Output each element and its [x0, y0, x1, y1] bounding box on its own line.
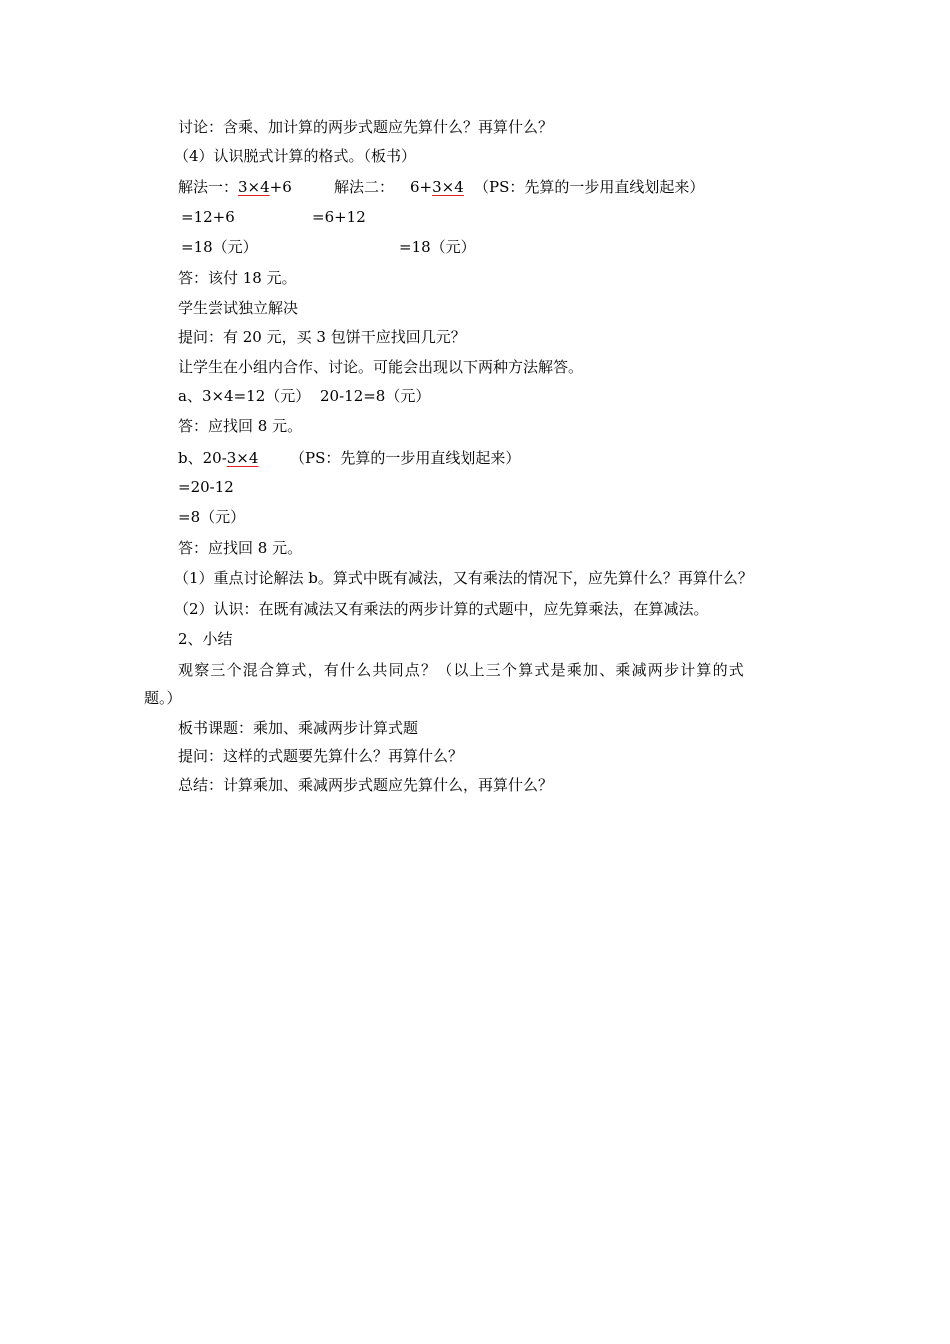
conclusion: 总结：计算乘加、乘减两步式题应先算什么，再算什么？: [178, 776, 554, 794]
method1-prefix: 解法一：: [178, 178, 239, 196]
method2-step1: =6+12: [312, 208, 366, 226]
question-line: 提问：有 20 元，买 3 包饼干应找回几元？: [178, 328, 466, 346]
observe-line-2: 题。）: [144, 689, 182, 707]
method1-line: [178, 177, 292, 197]
method2-expression: [410, 177, 464, 197]
ps-note-1: （PS：先算的一步用直线划起来）: [474, 178, 705, 196]
method-a-part2: 20-12=8（元）: [320, 387, 431, 405]
discussion-line: 讨论：含乘、加计算的两步式题应先算什么？再算什么？: [178, 118, 554, 136]
method2-underlined-step: 3×4: [432, 178, 464, 196]
answer-b: 答：应找回 8 元。: [178, 539, 303, 557]
board-title: 板书课题：乘加、乘减两步计算式题: [178, 719, 419, 737]
step4-line: （4）认识脱式计算的格式。（板书）: [174, 147, 417, 165]
observe-line-1: 观察三个混合算式，有什么共同点？（以上三个算式是乘加、乘减两步计算的式: [178, 661, 746, 679]
summary-heading: 2、小结: [178, 630, 233, 648]
method-b-line: [178, 448, 258, 468]
method2-start: 6+: [410, 178, 433, 196]
method2-step2: =18（元）: [399, 238, 476, 256]
point-1: （1）重点讨论解法 b。算式中既有减法，又有乘法的情况下，应先算什么？再算什么？: [174, 569, 753, 587]
method1-underlined-step: 3×4: [238, 178, 270, 196]
method-b-step1: =20-12: [178, 478, 234, 496]
question-2: 提问：这样的式题要先算什么？再算什么？: [178, 747, 464, 765]
method-b-prefix: b、20-: [178, 449, 227, 467]
group-work-line: 让学生在小组内合作、讨论。可能会出现以下两种方法解答。: [178, 358, 584, 376]
method-a-part1: a、3×4=12（元）: [178, 387, 311, 405]
method1-step2: =18（元）: [181, 238, 258, 256]
method2-prefix: 解法二：: [334, 178, 395, 196]
answer-1: 答：该付 18 元。: [178, 269, 297, 287]
answer-a: 答：应找回 8 元。: [178, 417, 303, 435]
ps-note-2: （PS：先算的一步用直线划起来）: [290, 449, 521, 467]
method-b-step2: =8（元）: [178, 508, 246, 526]
method-b-underlined-step: 3×4: [226, 449, 259, 467]
point-2: （2）认识：在既有减法又有乘法的两步计算的式题中，应先算乘法，在算减法。: [174, 600, 709, 618]
method1-step1: =12+6: [181, 208, 235, 226]
students-try: 学生尝试独立解决: [178, 299, 299, 317]
method1-rest: +6: [269, 178, 292, 196]
